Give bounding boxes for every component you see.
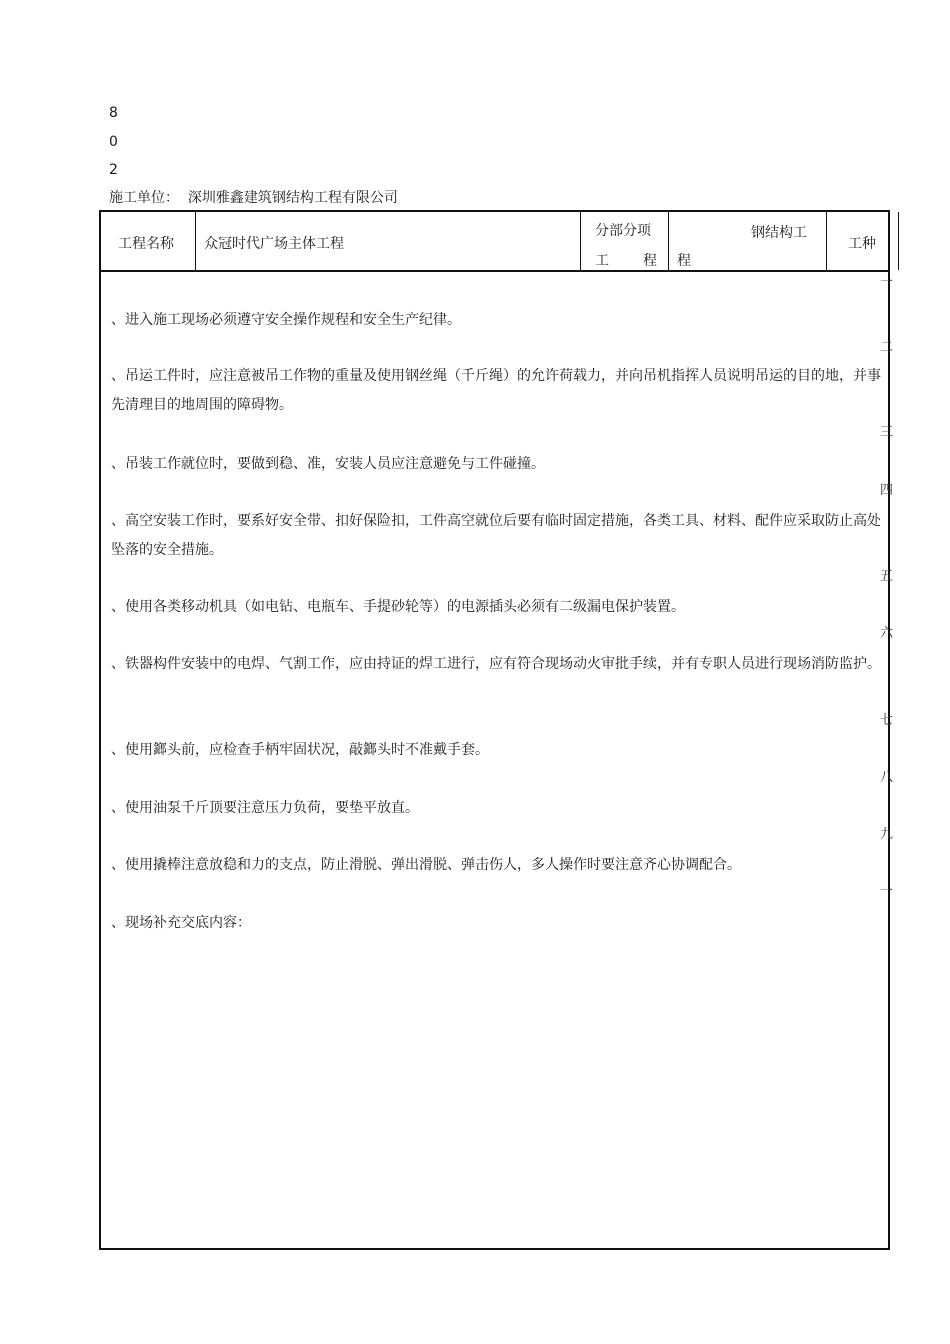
sub-item-label-cell [581,212,669,270]
side-number-2: 二 [880,340,894,355]
construction-unit-value: 深圳雅鑫建筑钢结构工程有限公司 [187,190,398,206]
sub-item-label-line2b: 程 [643,253,657,269]
side-number-9: 九 [880,827,894,842]
safety-briefing-table [99,210,890,1250]
sub-item-value-line1: 钢结构工 [751,225,807,241]
construction-unit-line [109,189,398,207]
side-number-3: 三 [880,425,894,440]
briefing-item-4: 、高空安装工作时，要系好安全带、扣好保险扣，工件高空就位后要有临时固定措施，各类工具、材料、配件应采取防止高处坠落的安全措施。 [111,513,881,558]
construction-unit-label: 施工单位： [109,190,179,206]
briefing-item-1: 、进入施工现场必须遵守安全操作规程和安全生产纪律。 [111,312,461,328]
side-number-1: 一 [880,275,894,290]
sub-item-value-cell [669,212,827,270]
work-type-label: 工种 [848,236,876,252]
briefing-item-9: 、使用撬棒注意放稳和力的支点，防止滑脱、弹出滑脱、弹击伤人，多人操作时要注意齐心协调配合。 [111,857,741,873]
side-number-7: 七 [880,713,894,728]
project-name-value: 众冠时代广场主体工程 [204,236,344,252]
top-digit-2: 0 [109,134,118,150]
sub-item-label-line2a: 工 [595,253,609,269]
work-type-value-cell [899,212,950,270]
top-digit-1: 8 [109,105,118,121]
briefing-item-7: 、使用鎯头前，应检查手柄牢固状况，敲鎯头时不准戴手套。 [111,742,489,758]
work-type-label-cell [827,212,899,270]
briefing-item-10: 、现场补充交底内容： [111,915,251,931]
briefing-item-2: 、吊运工件时，应注意被吊工作物的重量及使用钢丝绳（千斤绳）的允许荷载力，并向吊机指挥人员说明吊运的目的地，并事先清理目的地周围的障碍物。 [111,368,881,413]
briefing-item-3: 、吊装工作就位时，要做到稳、准，安装人员应注意避免与工件碰撞。 [111,456,545,472]
table-header-row [101,212,888,272]
side-number-6: 六 [880,626,894,641]
project-name-label: 工程名称 [118,236,174,252]
side-number-10: 一 [880,884,894,899]
top-digit-3: 2 [109,162,118,178]
side-number-5: 五 [880,569,894,584]
project-name-label-cell [101,212,196,270]
side-number-4: 四 [880,483,894,498]
briefing-item-8: 、使用油泵千斤顶要注意压力负荷，要垫平放直。 [111,800,419,816]
briefing-item-6: 、铁器构件安装中的电焊、气割工作，应由持证的焊工进行，应有符合现场动火审批手续，并有专职人员进行现场消防监护。 [111,656,881,672]
project-name-value-cell [196,212,581,270]
briefing-item-5: 、使用各类移动机具（如电钻、电瓶车、手提砂轮等）的电源插头必须有二级漏电保护装置。 [111,599,685,615]
sub-item-value-line2: 程 [677,253,691,269]
side-number-8: 八 [880,770,894,785]
sub-item-label-line1: 分部分项 [595,223,651,239]
